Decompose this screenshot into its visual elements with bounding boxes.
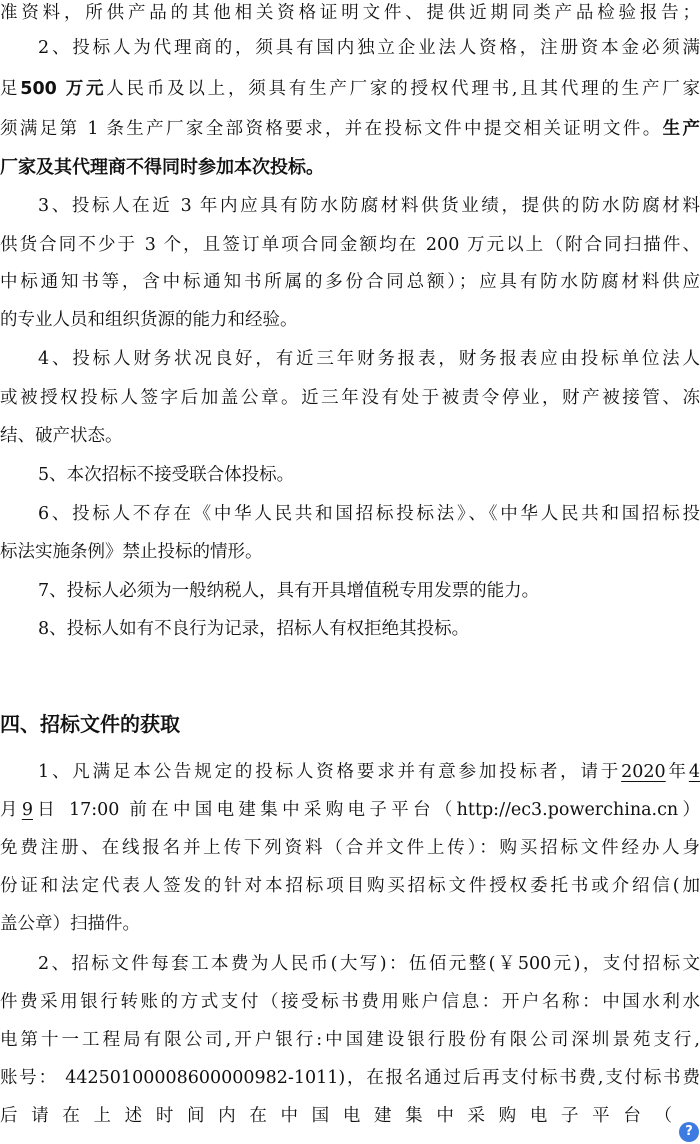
paragraph-line: 准资料，所供产品的其他相关资格证明文件、提供近期同类产品检验报告； xyxy=(0,3,700,23)
paragraph-line: 账号： 44250100008600000982-1011)，在报名通过后再支付标书费,支付标书费 xyxy=(0,1068,700,1088)
paragraph-line: 月9日 17:00 前在中国电建集中采购电子平台（http://ec3.powerchina.cn） xyxy=(0,800,700,820)
paragraph-line: 3、投标人在近 3 年内应具有防水防腐材料供货业绩，提供的防水防腐材料 xyxy=(38,196,700,216)
help-badge[interactable] xyxy=(676,1119,700,1144)
question-icon: ? xyxy=(679,1122,699,1142)
paragraph-line: 6、投标人不存在《中华人民共和国招标投标法》、《中华人民共和国招标投 xyxy=(38,504,700,524)
bold-statement: 厂家及其代理商不得同时参加本次投标。 xyxy=(0,157,324,178)
paragraph-line: 份证和法定代表人签发的针对本招标项目购买招标文件授权委托书或介绍信(加 xyxy=(0,876,700,896)
paragraph-line: 件费采用银行转账的方式支付（接受标书费用账户信息：开户名称：中国水利水 xyxy=(0,992,700,1012)
section-heading: 四、招标文件的获取 xyxy=(0,712,180,736)
paragraph-line: 结、破产状态。 xyxy=(0,426,123,446)
paragraph-line: 4、投标人财务状况良好，有近三年财务报表，财务报表应由投标单位法人 xyxy=(38,349,700,369)
paragraph-line: 供货合同不少于 3 个，且签订单项合同金额均在 200 万元以上（附合同扫描件、 xyxy=(0,235,700,255)
paragraph-line: 中标通知书等，含中标通知书所属的多份合同总额）；应具有防水防腐材料供应 xyxy=(0,272,700,292)
paragraph-line: 免费注册、在线报名并上传下列资料（合并文件上传）：购买招标文件经办人身 xyxy=(0,838,700,858)
capital-amount: 500 万元 xyxy=(20,79,107,99)
deadline-day: 9 xyxy=(21,800,33,820)
paragraph-line: 标法实施条例》禁止投标的情形。 xyxy=(0,542,263,562)
paragraph-line: 盖公章）扫描件。 xyxy=(0,914,140,934)
paragraph-line: 5、本次招标不接受联合体投标。 xyxy=(38,465,295,485)
paragraph-line: 2、投标人为代理商的，须具有国内独立企业法人资格，注册资本金必须满 xyxy=(38,38,700,58)
paragraph-line: 1、凡满足本公告规定的投标人资格要求并有意参加投标者，请于2020年4 xyxy=(38,762,700,782)
paragraph-line: 足500 万元人民币及以上，须具有生产厂家的授权代理书,且其代理的生产厂家 xyxy=(0,79,700,99)
deadline-month: 4 xyxy=(688,762,700,782)
paragraph-line: 的专业人员和组织货源的能力和经验。 xyxy=(0,310,298,330)
paragraph-line: 电第十一工程局有限公司,开户银行:中国建设银行股份有限公司深圳景苑支行, xyxy=(0,1030,700,1050)
deadline-year: 2020 xyxy=(621,762,666,782)
paragraph-line: 2、招标文件每套工本费为人民币(大写)：伍佰元整(￥500元)，支付招标文 xyxy=(38,954,700,974)
paragraph-line: 8、投标人如有不良行为记录，招标人有权拒绝其投标。 xyxy=(38,619,470,639)
paragraph-line: 须满足第 1 条生产厂家全部资格要求，并在投标文件中提交相关证明文件。生产 xyxy=(0,119,700,139)
paragraph-line: 或被授权投标人签字后加盖公章。近三年没有处于被责令停业，财产被接管、冻 xyxy=(0,388,700,408)
paragraph-line: 后请在上述时间内在中国电建集中采购电子平台（ xyxy=(0,1106,672,1126)
paragraph-line: 7、投标人必须为一般纳税人，具有开具增值税专用发票的能力。 xyxy=(38,581,540,601)
